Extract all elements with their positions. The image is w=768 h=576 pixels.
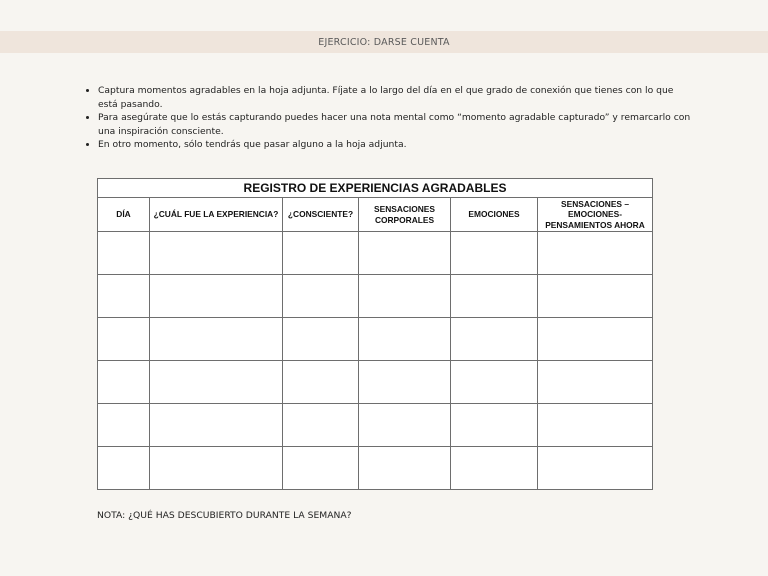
table-cell: [538, 232, 653, 275]
column-header-sensaciones-corporales: SENSACIONES CORPORALES: [359, 198, 451, 232]
table-cell: [283, 447, 359, 490]
note-text: NOTA: ¿QUÉ HAS DESCUBIERTO DURANTE LA SEMANA?: [97, 510, 352, 521]
table-cell: [283, 361, 359, 404]
table-cell: [451, 232, 538, 275]
table-row: [98, 447, 653, 490]
table-cell: [283, 232, 359, 275]
table-cell: [283, 275, 359, 318]
table-cell: [150, 404, 283, 447]
table-row: [98, 361, 653, 404]
table-cell: [451, 404, 538, 447]
table-cell: [451, 447, 538, 490]
instruction-item: • Captura momentos agradables en la hoja adjunta. Fíjate a lo largo del día en el que grado de conexión que tienes con lo que está pasando.: [98, 84, 694, 111]
header-band: [0, 31, 768, 53]
table-cell: [98, 447, 150, 490]
table-cell: [451, 275, 538, 318]
table-cell: [98, 275, 150, 318]
table-cell: [150, 318, 283, 361]
table-cell: [538, 275, 653, 318]
table-cell: [98, 232, 150, 275]
column-header-consciente: ¿CONSCIENTE?: [283, 198, 359, 232]
table-cell: [98, 404, 150, 447]
page-title: EJERCICIO: DARSE CUENTA: [318, 36, 450, 48]
table-row: [98, 318, 653, 361]
table-cell: [150, 447, 283, 490]
instruction-item: • En otro momento, sólo tendrás que pasar alguno a la hoja adjunta.: [98, 138, 694, 152]
table-cell: [538, 318, 653, 361]
table-row: [98, 275, 653, 318]
table-cell: [150, 361, 283, 404]
table-cell: [359, 275, 451, 318]
table-cell: [359, 361, 451, 404]
table-cell: [538, 404, 653, 447]
table-cell: [283, 404, 359, 447]
table-cell: [283, 318, 359, 361]
table-row: [98, 404, 653, 447]
column-header-experiencia: ¿CUÁL FUE LA EXPERIENCIA?: [150, 198, 283, 232]
table-cell: [359, 318, 451, 361]
table-cell: [98, 361, 150, 404]
table-cell: [150, 232, 283, 275]
table-cell: [538, 361, 653, 404]
table-cell: [538, 447, 653, 490]
table-row: [98, 232, 653, 275]
register-table: [97, 178, 653, 490]
instructions-list: [86, 84, 694, 152]
instruction-item: • Para asegúrate que lo estás capturando puedes hacer una nota mental como “momento agradable capturado” y remarcarlo con una inspiración consciente.: [98, 111, 694, 138]
column-header-dia: DÍA: [98, 198, 150, 232]
table-cell: [150, 275, 283, 318]
table-cell: [98, 318, 150, 361]
table-cell: [359, 447, 451, 490]
column-header-pensamientos-ahora: SENSACIONES – EMOCIONES- PENSAMIENTOS AHORA: [538, 198, 653, 232]
column-header-emociones: EMOCIONES: [451, 198, 538, 232]
table-cell: [359, 232, 451, 275]
table-title: REGISTRO DE EXPERIENCIAS AGRADABLES: [98, 179, 653, 198]
table-cell: [451, 318, 538, 361]
table-cell: [451, 361, 538, 404]
table-cell: [359, 404, 451, 447]
